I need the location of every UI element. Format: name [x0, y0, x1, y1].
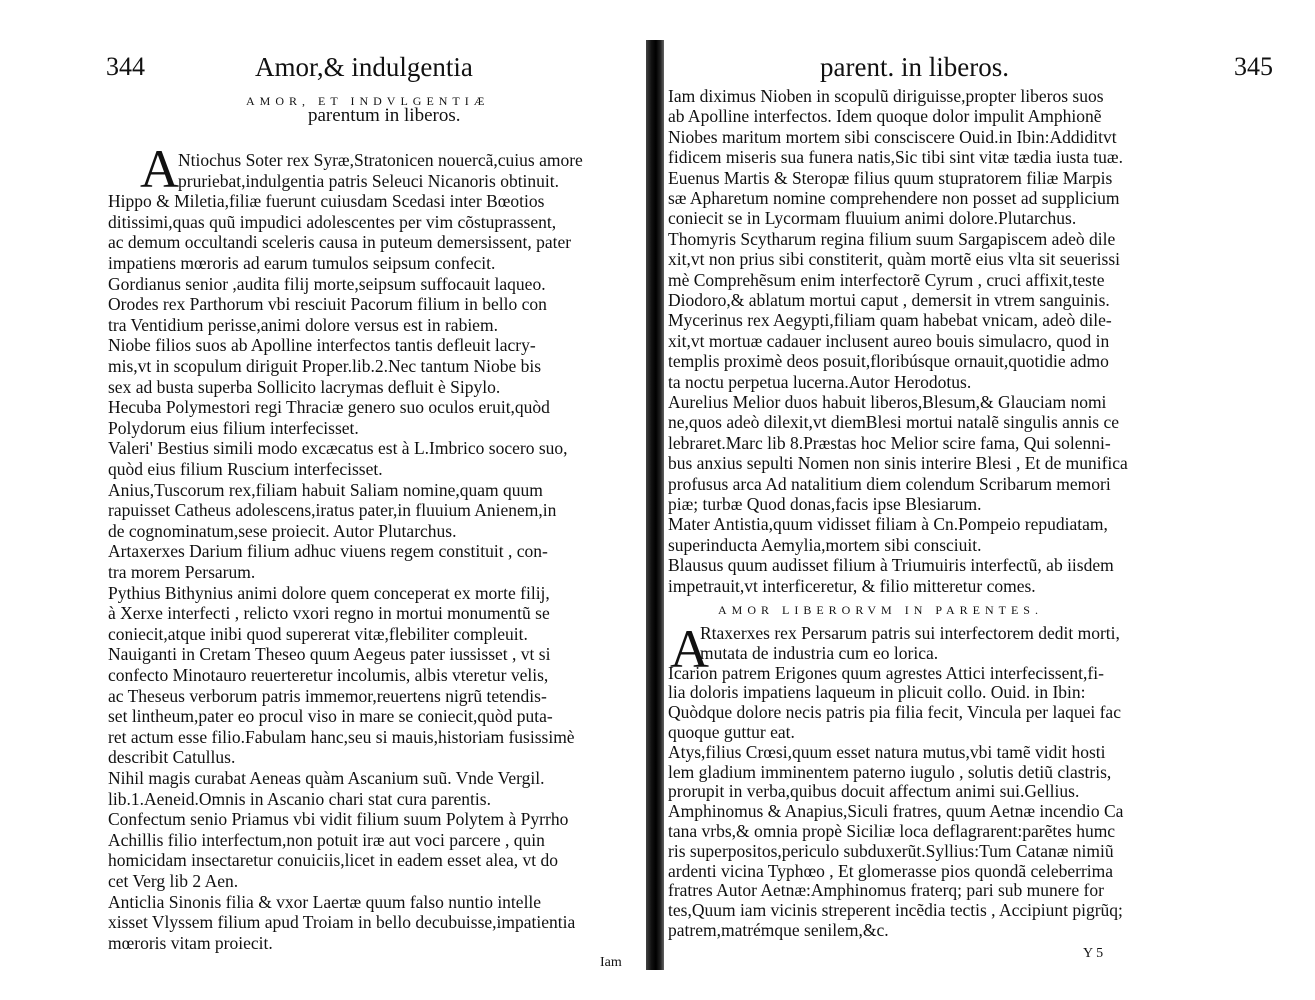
text-line: ac Theseus verborum patris immemor,reuertens nigrũ tetendis-	[108, 685, 547, 706]
text-line: quòd eius filium Ruscium interfecisset.	[108, 459, 383, 479]
text-line: Niobes maritum mortem sibi consciscere Ouid.in Ibin:Addiditvt	[668, 126, 1117, 147]
left-page	[0, 0, 655, 1000]
text-line: Confectum senio Priamus vbi vidit filium suum Polytem à Pyrrho	[108, 809, 569, 830]
text-line: Hecuba Polymestori regi Thraciæ genero suo oculos eruit,quòd	[108, 397, 550, 418]
text-line: ris superpositos,periculo subduxerũt.Syllius:Tum Catanæ nimiũ	[668, 840, 1114, 861]
running-title: parent. in liberos.	[820, 52, 1009, 82]
text-line: fratres Autor Aetnæ:Amphinomus fraterq; pari sub munere for	[668, 880, 1104, 901]
catchword: Iam	[600, 955, 622, 970]
text-line: ta noctu perpetua lucerna.Autor Herodotus.	[668, 371, 972, 392]
right-page-header	[1234, 52, 1273, 82]
text-line: Hippo & Miletia,filiæ fuerunt cuiusdam Scedasi inter Bœotios	[108, 191, 545, 212]
text-line: fidicem miseris sua funera natis,Sic tibi sint vitæ tædia iusta tuæ.	[668, 147, 1123, 168]
text-line: describit Catullus.	[108, 747, 236, 768]
text-line: Artaxerxes Darium filium adhuc viuens regem constituit , con-	[108, 541, 548, 562]
text-line: ditissimi,quas quũ impudici adolescentes per vim cõstuprassent,	[108, 211, 557, 232]
text-line: coniecit se in Lycormam fluuium animi dolore.Plutarchus.	[668, 208, 1077, 229]
text-line: Quòdque dolore necis patris pia filia fecit, Vincula per laquei fac	[668, 702, 1121, 723]
text-line: mis,vt in scopulum diriguit Proper.lib.2.Nec tantum Niobe bis	[108, 356, 542, 376]
text-line: Ntiochus Soter rex Syræ,Stratonicen nouercã,cuius amore	[178, 150, 583, 170]
text-line: Nauiganti in Cretam Theseo quum Aegeus pater iussisset , vt si	[108, 644, 551, 665]
text-line: tana vrbs,& omnia propè Siciliæ loca deflagrarent:parẽtes humc	[668, 821, 1116, 841]
text-line: mutata de industria cum eo lorica.	[700, 642, 939, 663]
text-line: Achillis filio interfectum,non potuit iræ aut voci parcere , quin	[108, 829, 545, 850]
text-line: patrem,matrémque senilem,&c.	[668, 920, 889, 940]
text-line: Icarion patrem Erigones quum agrestes Attici interfecissent,fi-	[668, 662, 1104, 683]
text-line: mè Comprehẽsum enim interfectorẽ Cyrum , cruci affixit,teste	[668, 269, 1105, 290]
section-heading: AMOR LIBERORVM IN PARENTES.	[718, 603, 1043, 617]
text-line: de cognominatum,sese proiecit. Autor Plutarchus.	[108, 520, 457, 541]
text-line: Anius,Tuscorum rex,filiam habuit Saliam nomine,quam quum	[108, 479, 543, 500]
text-line: Pythius Bithynius animi dolore quem conceperat ex morte filij,	[108, 582, 550, 603]
text-line: pruriebat,indulgentia patris Seleuci Nicanoris obtinuit.	[178, 170, 560, 191]
text-line: Polydorum eius filium interfecisset.	[108, 417, 359, 438]
text-line: quoque guttur eat.	[668, 722, 795, 742]
text-line: superinducta Aemylia,mortem sibi consciuit.	[668, 534, 982, 555]
page-number: 345	[1234, 52, 1273, 81]
drop-capital: A	[670, 619, 709, 679]
text-line: set lintheum,pater eo procul viso in mare se coniecit,quòd puta-	[108, 706, 553, 727]
text-line: Anticlia Sinonis filia & vxor Laertæ quum falso nuntio intelle	[108, 891, 542, 912]
left-page-header	[106, 52, 145, 82]
text-line: ardenti vicina Typhœo , Et glomerasse pios quondã celeberrima	[668, 860, 1114, 881]
text-line: Euenus Martis & Steropæ filius quum stupratorem filiæ Marpis	[668, 167, 1113, 188]
text-line: bus anxius sepulti Nomen non sinis interire Blesi , Et de munifica	[668, 453, 1128, 474]
text-line: ab Apolline interfectos. Idem quoque dolor impulit Amphionẽ	[668, 106, 1102, 127]
text-line: Iam diximus Nioben in scopulũ diriguisse,propter liberos suos	[668, 86, 1104, 106]
text-line: sæ Apharetum nomine comprehendere non posset ad supplicium	[668, 188, 1120, 208]
text-line: ne,quos adeò dilexit,vt diemBlesi mortui natalẽ singulis annis ce	[668, 412, 1120, 433]
text-line: Orodes rex Parthorum vbi resciuit Pacorum filium in bello con	[108, 294, 547, 315]
text-line: lib.1.Aeneid.Omnis in Ascanio chari stat cura parentis.	[108, 788, 491, 809]
text-line: rapuisset Catheus adolescens,iratus pater,in fluuium Anienem,in	[108, 500, 557, 521]
text-line: prorupit in verba,quibus docuit affectum animi sui.Gellius.	[668, 781, 1080, 802]
text-line: confecto Minotauro reuerteretur incolumis, albis vteretur velis,	[108, 665, 549, 685]
text-line: à Xerxe interfecti , relicto vxori regno in mortui monumentũ se	[108, 603, 550, 624]
text-line: Atys,filius Crœsi,quum esset natura mutus,vbi tamẽ vidit hosti	[668, 741, 1106, 762]
text-line: cet Verg lib 2 Aen.	[108, 871, 239, 891]
text-line: Nihil magis curabat Aeneas quàm Ascanium suũ. Vnde Vergil.	[108, 768, 545, 788]
text-line: piæ; turbæ Quod donas,facis ipse Blesiarum.	[668, 494, 982, 514]
left-running-head	[255, 52, 473, 83]
running-title: Amor,& indulgentia	[255, 52, 473, 82]
text-line: sex ad busta superba Sollicito lacrymas defluit è Sipylo.	[108, 376, 501, 397]
text-line: Rtaxerxes rex Persarum patris sui interfectorem dedit morti,	[700, 623, 1120, 643]
text-line: tra Ventidium perisse,animi dolore versus est in rabiem.	[108, 314, 498, 335]
text-line: homicidam insectaretur conuiciis,licet in eadem esset alea, vt do	[108, 850, 558, 871]
text-line: Mycerinus rex Aegypti,filiam quam habebat vnicam, adeò dile-	[668, 310, 1112, 331]
text-line: impetrauit,vt interficeretur, & filio mitteretur comes.	[668, 575, 1036, 596]
right-page	[668, 0, 1315, 1000]
text-line: Valeri' Bestius simili modo excæcatus est à L.Imbrico socero suo,	[108, 438, 568, 459]
text-line: lebraret.Marc lib 8.Præstas hoc Melior scire fama, Qui solenni-	[668, 432, 1111, 453]
text-line: impatiens mœroris ad earum tumulos seipsum confecit.	[108, 253, 496, 273]
text-line: ac demum occultandi sceleris causa in puteum demersissent, pater	[108, 232, 572, 253]
drop-capital: A	[140, 139, 179, 199]
binding-gutter	[646, 40, 664, 970]
text-line: xit,vt non prius sibi constiterit, quàm mortẽ eius vlta sit seuerissi	[668, 249, 1121, 270]
text-line: xisset Vlyssem filium apud Troiam in bello decubuisse,impatientia	[108, 912, 576, 933]
text-line: Diodoro,& ablatum mortui caput , demersit in vtrem sanguinis.	[668, 290, 1110, 310]
text-line: xit,vt mortuæ cadauer inclusent aureo bouis simulacro, quod in	[668, 330, 1110, 351]
text-line: Thomyris Scytharum regina filium suum Sargapiscem adeò dile	[668, 228, 1116, 249]
text-line: lia doloris impatiens laqueum in plicuit collo. Ouid. in Ibin:	[668, 682, 1086, 703]
text-line: coniecit,atque inibi quod supererat vitæ,flebiliter compleuit.	[108, 623, 528, 644]
text-line: Niobe filios suos ab Apolline interfectos tantis defleuit lacry-	[108, 335, 536, 356]
text-line: Aurelius Melior duos habuit liberos,Blesum,& Glauciam nomi	[668, 392, 1107, 412]
text-line: templis proximè deos posuit,floribúsque ornauit,quotidie admo	[668, 351, 1109, 372]
text-line: Blausus quum audisset filium à Triumuiris interfectũ, ab iisdem	[668, 555, 1114, 576]
section-subheading: parentum in liberos.	[308, 105, 461, 126]
text-line: profusus arca Ad natalitium diem colendum Scribarum memori	[668, 473, 1111, 494]
section-heading: AMOR, ET INDVLGENTIÆ	[246, 94, 490, 108]
page-number: 344	[106, 52, 145, 81]
text-line: tra morem Persarum.	[108, 562, 256, 582]
text-line: Gordianus senior ,audita filij morte,seipsum suffocauit laqueo.	[108, 273, 546, 294]
text-line: tes,Quum iam vicinis streperent incẽdia tectis , Accipiunt pigrũq;	[668, 900, 1123, 921]
text-line: Mater Antistia,quum vidisset filiam à Cn.Pompeio repudiatam,	[668, 514, 1108, 535]
text-line: Amphinomus & Anapius,Siculi fratres, quum Aetnæ incendio Ca	[668, 801, 1124, 822]
right-running-head	[820, 52, 1009, 83]
text-line: ret actum esse filio.Fabulam hanc,seu si mauis,historiam fusissimè	[108, 726, 575, 747]
text-line: lem gladium imminentem paterno iugulo , solutis detiũ clastris,	[668, 761, 1112, 782]
text-line: mœroris vitam proiecit.	[108, 932, 273, 953]
signature-mark: Y 5	[1083, 946, 1104, 961]
